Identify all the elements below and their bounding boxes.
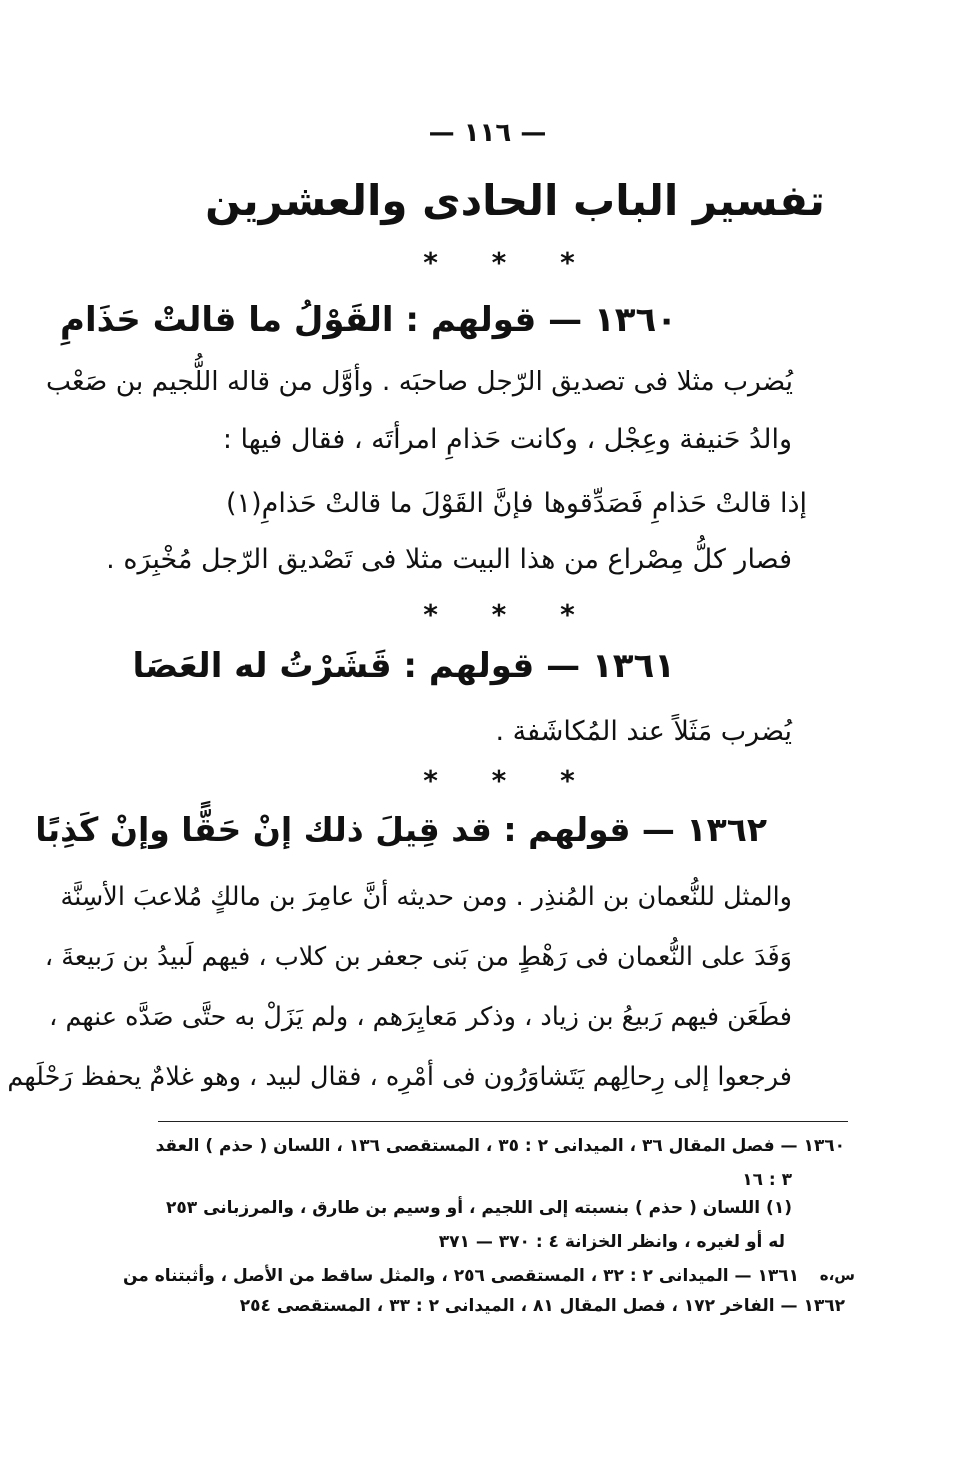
text-line: فصار كلُّ مِصْراع من هذا البيت مثلا فى تَصْديق الرّجل مُخْبِرَه . [106,544,792,575]
verse-first-hemistich: إذا قالتْ حَذامِ فَصَدِّقوها [543,488,807,519]
footnote-rule [158,1121,848,1122]
footnote-line: (١) اللسان ( حذم ) بنسبته إلى اللجيم ، أو وسيم بن طارق ، والمرزبانى ٢٥٣ [166,1198,792,1218]
text-line: والدُ حَنيفة وعِجْل ، وكانت حَذامِ امرأتَه ، فقال فيها : [222,424,792,455]
margin-mark: س،ه [819,1266,855,1284]
separator: * * * [423,246,597,279]
page-number: — ١١٦ — [428,118,547,148]
footnote-line: ١٣٦١ — الميدانى ٢ : ٣٢ ، المستقصى ٢٥٦ ، والمثل ساقط من الأصل ، وأثبتناه من [123,1266,799,1286]
entry-heading: ١٣٦١ — قولهم : قَشَرْتُ له العَصَا [132,646,675,686]
verse-second-hemistich: فإنَّ القَوْلَ ما قالتْ حَذامِ(١) [226,488,534,519]
text-line: يُضرب مَثَلاً عند المُكاشَفة . [495,716,792,747]
chapter-title: تفسير الباب الحادى والعشرين [205,176,825,225]
separator: * * * [423,598,597,631]
entry-heading: ١٣٦٢ — قولهم : قد قِيلَ ذلك إنْ حَقًّا وإنْ كَذِبًا [35,810,767,849]
entry-heading: ١٣٦٠ — قولهم : القَوْلُ ما قالتْ حَذَامِ [60,300,677,340]
text-line: فرجعوا إلى رِحالِهم يَتَشاوَرُون فى أمْرِه ، فقال لبيد ، وهو غلامٌ يحفظ رَحْلَهم [7,1062,792,1092]
text-line: فطَعَن فيهم رَبيعُ بن زياد ، وذكر مَعايِرَهم ، ولم يَزَلْ به حتَّى صَدَّه عنهم ، [49,1002,792,1032]
text-line: يُضرب مثلا فى تصديق الرّجل صاحبَه . وأوَّل من قاله اللُّجيم بن صَعْب [45,366,793,397]
text-line: وَفَدَ على النُّعمان فى رَهْطٍ من بَنى جعفر بن كلاب ، فيهم لَبيدُ بن رَبيعةَ ، [44,942,792,972]
footnote-line: ٣ : ١٦ [742,1170,792,1190]
footnote-line: ١٣٦٠ — فصل المقال ٣٦ ، الميدانى ٢ : ٣٥ ، المستقصى ١٣٦ ، اللسان ( حذم ) العقد [155,1136,845,1156]
footnote-line: ١٣٦٢ — الفاخر ١٧٢ ، فصل المقال ٨١ ، الميدانى ٢ : ٣٣ ، المستقصى ٢٥٤ [239,1296,845,1316]
text-line: والمثل للنُّعمان بن المُنذِر . ومن حديثه أنَّ عامِرَ بن مالكٍ مُلاعبَ الأسِنَّة [60,882,792,912]
footnote-line: له أو لغيره ، وانظر الخزانة ٤ : ٣٧٠ — ٣٧١ [438,1232,785,1252]
separator: * * * [423,764,597,797]
